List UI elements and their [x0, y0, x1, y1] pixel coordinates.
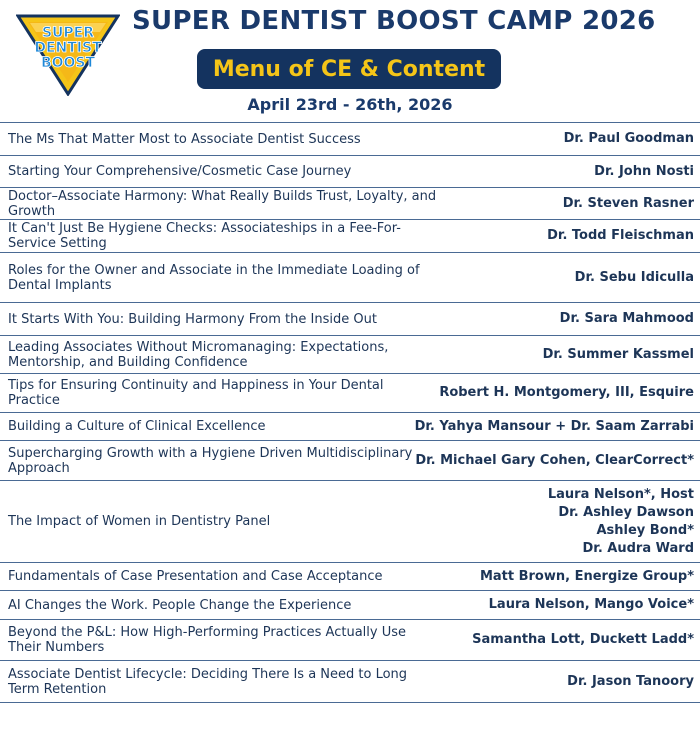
session-speakers — [415, 452, 694, 470]
logo-word-1: SUPER — [41, 25, 95, 41]
session-row — [0, 156, 700, 188]
session-topic: The Impact of Women in Dentistry Panel — [8, 514, 271, 529]
session-row — [0, 336, 700, 374]
speaker-name: Laura Nelson*, Host — [547, 486, 694, 502]
session-topic: Doctor–Associate Harmony: What Really Builds Trust, Loyalty, and Growth — [8, 188, 437, 219]
speaker-name: Dr. Michael Gary Cohen, ClearCorrect* — [415, 452, 694, 468]
session-speakers — [594, 163, 694, 181]
session-row — [0, 123, 700, 156]
session-row — [0, 303, 700, 336]
camp-logo — [16, 10, 120, 96]
session-speakers — [547, 227, 694, 245]
speaker-name: Ashley Bond* — [596, 522, 694, 538]
event-dates: April 23rd - 26th, 2026 — [247, 95, 453, 114]
speaker-name: Laura Nelson, Mango Voice* — [488, 597, 694, 612]
session-topic: Tips for Ensuring Continuity and Happiness in Your Dental Practice — [8, 378, 384, 408]
speaker-name: Robert H. Montgomery, III, Esquire — [439, 385, 694, 400]
session-row — [0, 441, 700, 481]
page-title: SUPER DENTIST BOOST CAMP 2026 — [132, 6, 656, 36]
session-speakers — [567, 673, 694, 691]
speaker-name: Matt Brown, Energize Group* — [479, 568, 694, 584]
speaker-name: Dr. Audra Ward — [582, 540, 694, 556]
session-topic: Beyond the P&L: How High-Performing Practices Actually Use Their Numbers — [8, 625, 406, 655]
logo-word-2: DENTIST — [34, 40, 102, 56]
session-speakers — [548, 486, 694, 558]
session-topic: Leading Associates Without Micromanaging: Expectations, Mentorship, and Building Confidence — [8, 339, 389, 370]
speaker-name: Dr. Yahya Mansour + Dr. Saam Zarrabi — [414, 418, 694, 434]
session-topic: Associate Dentist Lifecycle: Deciding There Is a Need to Long Term Retention — [8, 666, 408, 697]
speaker-name: Dr. Todd Fleischman — [547, 228, 694, 243]
speaker-name: Dr. Jason Tanoory — [567, 673, 694, 689]
session-row — [0, 253, 700, 303]
session-speakers — [415, 418, 694, 436]
session-topic: AI Changes the Work. People Change the Experience — [8, 597, 352, 613]
session-topic: Supercharging Growth with a Hygiene Driven Multidisciplinary Approach — [8, 445, 413, 476]
session-speakers — [439, 384, 694, 402]
session-topic: Building a Culture of Clinical Excellence — [8, 419, 266, 434]
speaker-name: Samantha Lott, Duckett Ladd* — [472, 632, 694, 647]
speaker-name: Dr. Ashley Dawson — [558, 504, 694, 520]
session-topic: Fundamentals of Case Presentation and Case Acceptance — [8, 569, 383, 584]
logo-word-3: BOOST — [40, 55, 96, 71]
session-row — [0, 591, 700, 620]
speaker-name: Dr. Sara Mahmood — [559, 311, 694, 326]
session-speakers — [480, 568, 694, 586]
session-row — [0, 374, 700, 413]
menu-badge — [197, 49, 501, 89]
session-row — [0, 563, 700, 591]
session-table — [0, 122, 700, 703]
session-topic: Starting Your Comprehensive/Cosmetic Case Journey — [8, 164, 352, 179]
session-topic: Roles for the Owner and Associate in the Immediate Loading of Dental Implants — [8, 262, 420, 293]
speaker-name: Dr. John Nosti — [594, 163, 694, 179]
speaker-name: Dr. Steven Rasner — [562, 195, 694, 211]
speaker-name: Dr. Sebu Idiculla — [574, 269, 694, 285]
session-row — [0, 220, 700, 253]
session-speakers — [560, 310, 694, 328]
shield-logo-icon — [16, 10, 120, 96]
session-row — [0, 413, 700, 441]
session-row — [0, 481, 700, 563]
session-topic: The Ms That Matter Most to Associate Dentist Success — [8, 131, 361, 147]
session-speakers — [564, 130, 694, 148]
session-topic: It Starts With You: Building Harmony From the Inside Out — [8, 311, 377, 327]
speaker-name: Dr. Summer Kassmel — [542, 346, 694, 362]
session-row — [0, 188, 700, 220]
speaker-name: Dr. Paul Goodman — [563, 131, 694, 146]
session-row — [0, 661, 700, 703]
session-speakers — [472, 631, 694, 649]
session-row — [0, 620, 700, 661]
menu-badge-label: Menu of CE & Content — [212, 56, 486, 82]
session-speakers — [563, 195, 694, 213]
session-topic: It Can't Just Be Hygiene Checks: Associateships in a Fee-For-Service Setting — [8, 221, 401, 251]
session-speakers — [575, 269, 694, 287]
session-speakers — [543, 346, 694, 364]
session-speakers — [489, 596, 694, 614]
